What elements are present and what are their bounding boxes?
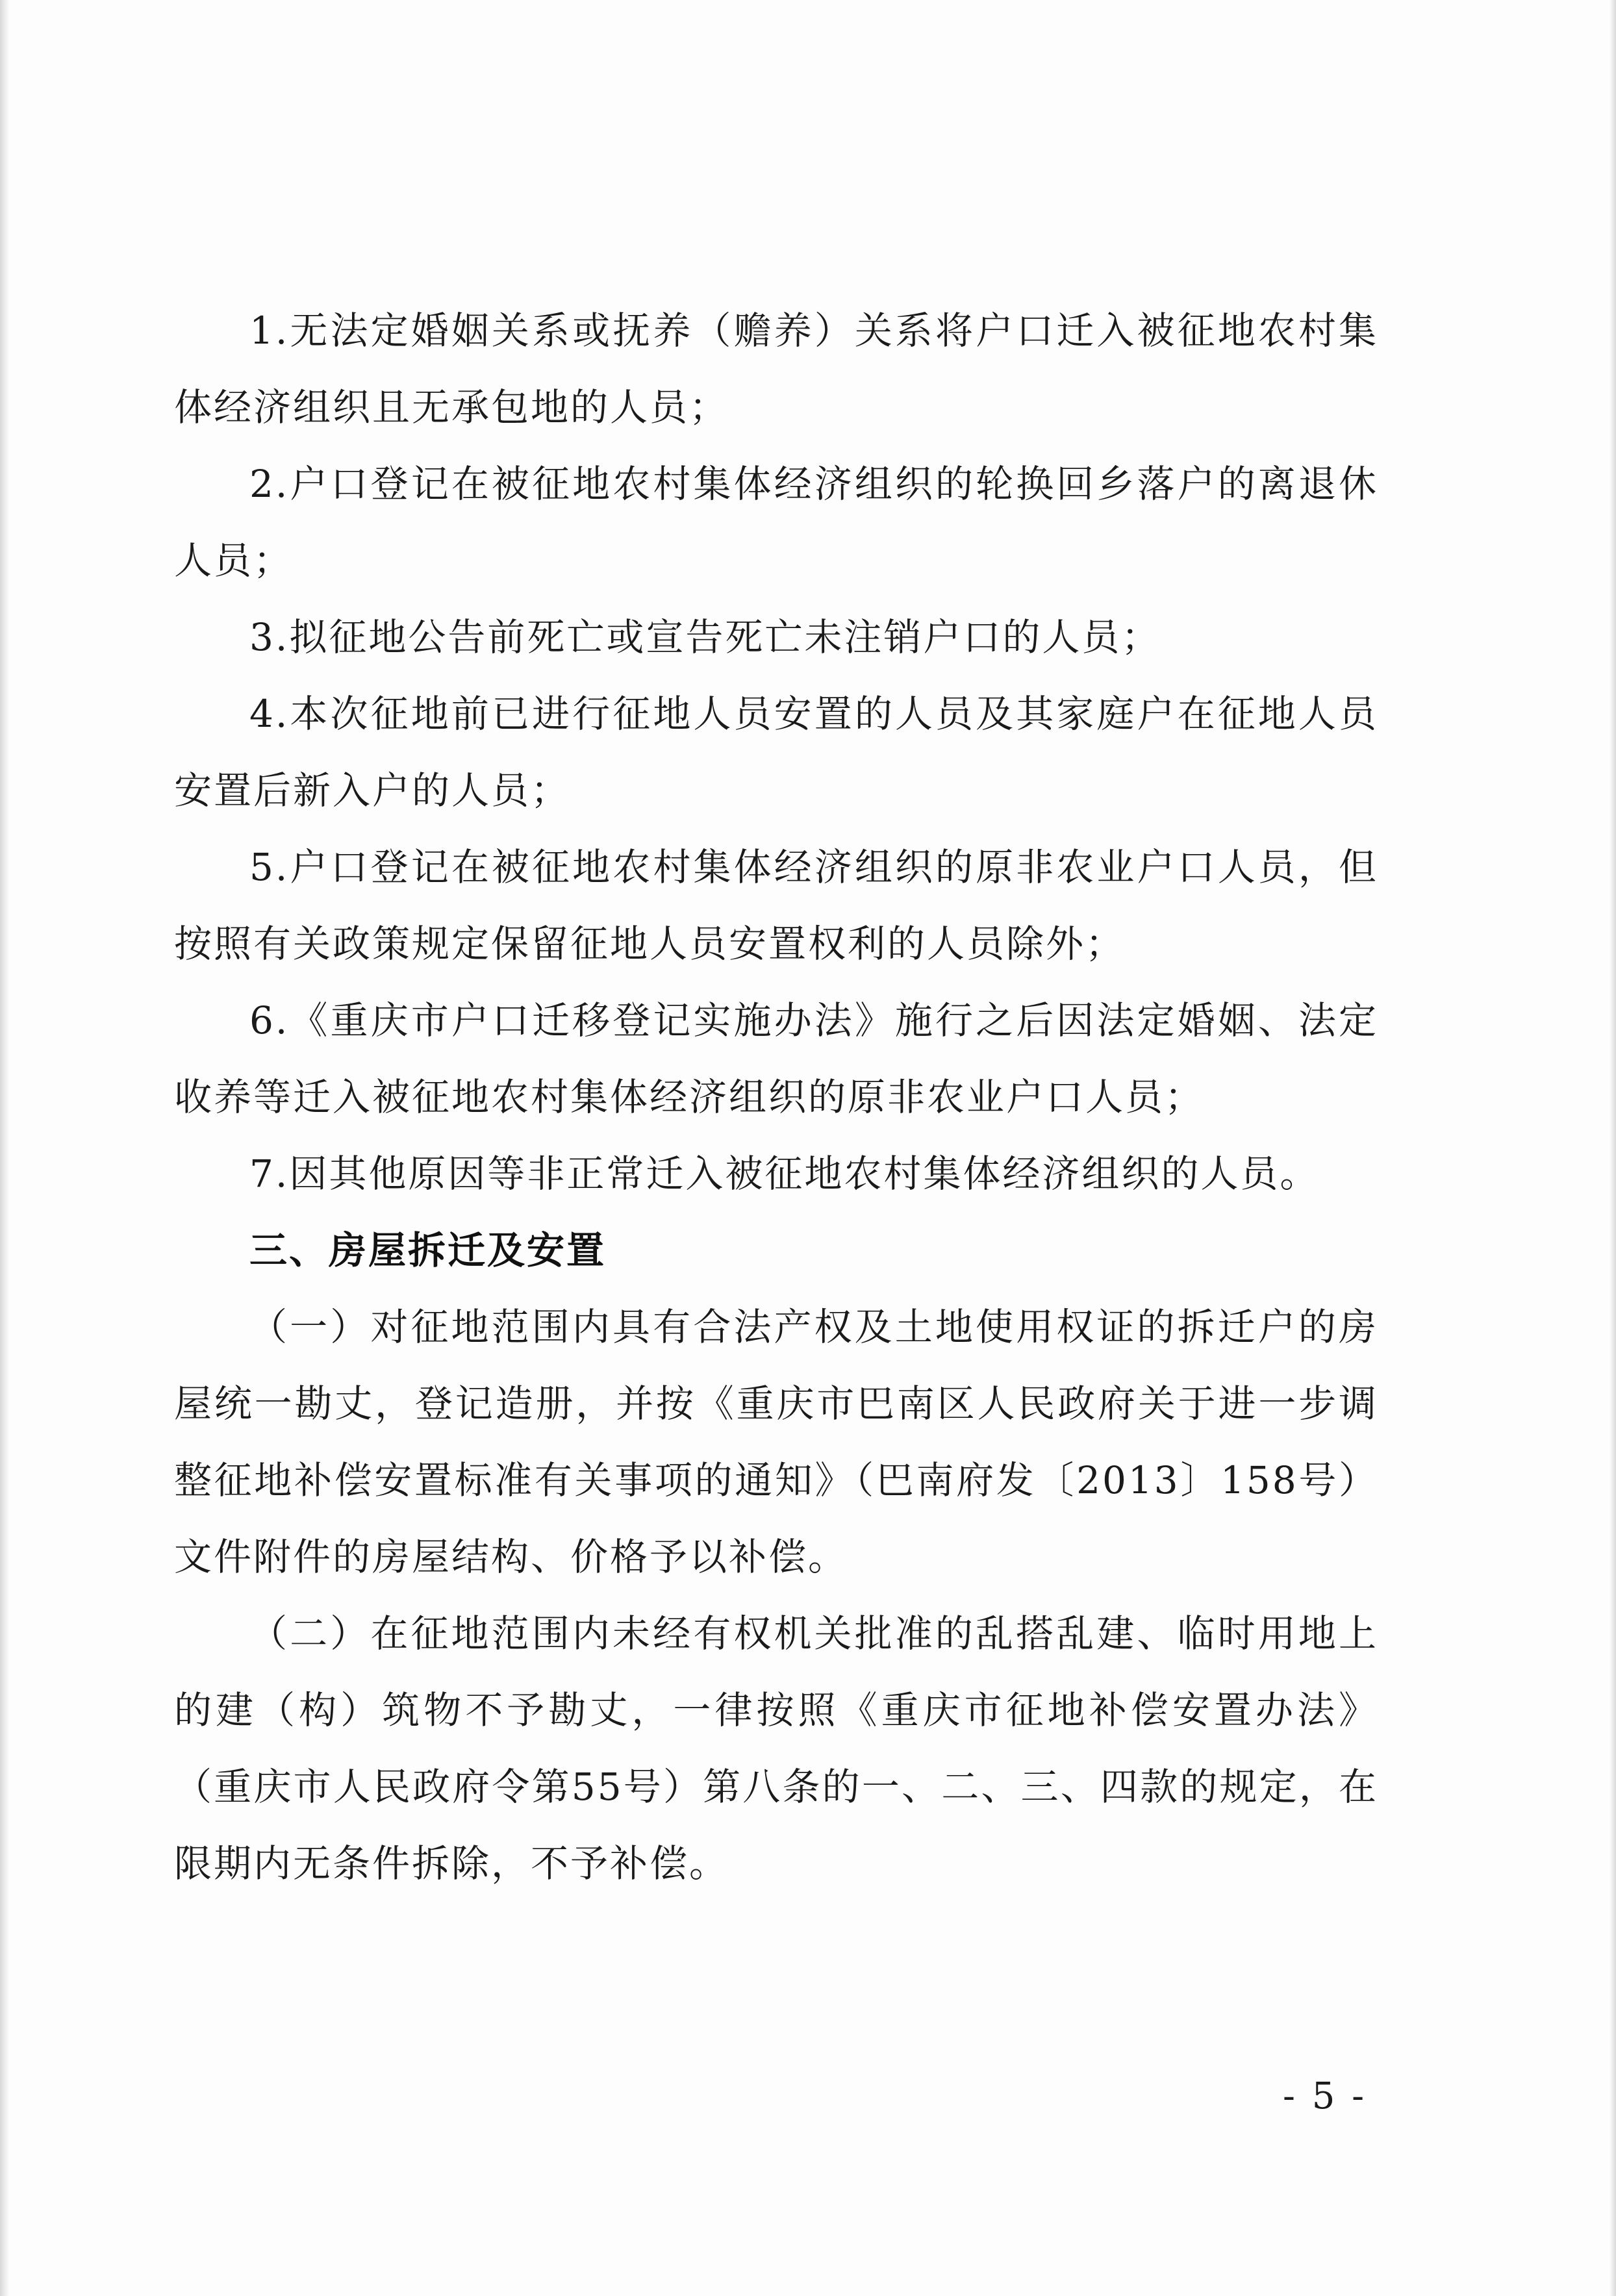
list-item-1: 1.无法定婚姻关系或抚养（赡养）关系将户口迁入被征地农村集体经济组织且无承包地的人员； bbox=[174, 309, 1378, 429]
list-item-5: 5.户口登记在被征地农村集体经济组织的原非农业户口人员，但按照有关政策规定保留征地人员安置权利的人员除外； bbox=[174, 845, 1378, 966]
section-paragraph-2: （二）在征地范围内未经有权机关批准的乱搭乱建、临时用地上的建（构）筑物不予勘丈，一律按照《重庆市征地补偿安置办法》（重庆市人民政府令第55号）第八条的一、二、三、四款的规定，在限期内无条件拆除，不予补偿。 bbox=[174, 1611, 1378, 1886]
scan-edge-left bbox=[0, 0, 9, 2296]
list-item-3: 3.拟征地公告前死亡或宣告死亡未注销户口的人员； bbox=[249, 615, 1161, 659]
section-heading: 三、房屋拆迁及安置 bbox=[249, 1228, 607, 1272]
list-item-6: 6.《重庆市户口迁移登记实施办法》施行之后因法定婚姻、法定收养等迁入被征地农村集体经济组织的原非农业户口人员； bbox=[174, 998, 1378, 1119]
list-item-7: 7.因其他原因等非正常迁入被征地农村集体经济组织的人员。 bbox=[249, 1152, 1320, 1196]
list-item-2: 2.户口登记在被征地农村集体经济组织的轮换回乡落户的离退休人员； bbox=[174, 462, 1378, 583]
scan-edge-right bbox=[1610, 0, 1616, 2296]
section-paragraph-1: （一）对征地范围内具有合法产权及土地使用权证的拆迁户的房屋统一勘丈，登记造册，并按《重庆市巴南区人民政府关于进一步调整征地补偿安置标准有关事项的通知》（巴南府发〔2013〕158号）文件附件的房屋结构、价格予以补偿。 bbox=[174, 1305, 1378, 1579]
document-body bbox=[174, 292, 1378, 1902]
page-number: - 5 - bbox=[1283, 2075, 1367, 2117]
list-item-4: 4.本次征地前已进行征地人员安置的人员及其家庭户在征地人员安置后新入户的人员； bbox=[174, 692, 1378, 813]
